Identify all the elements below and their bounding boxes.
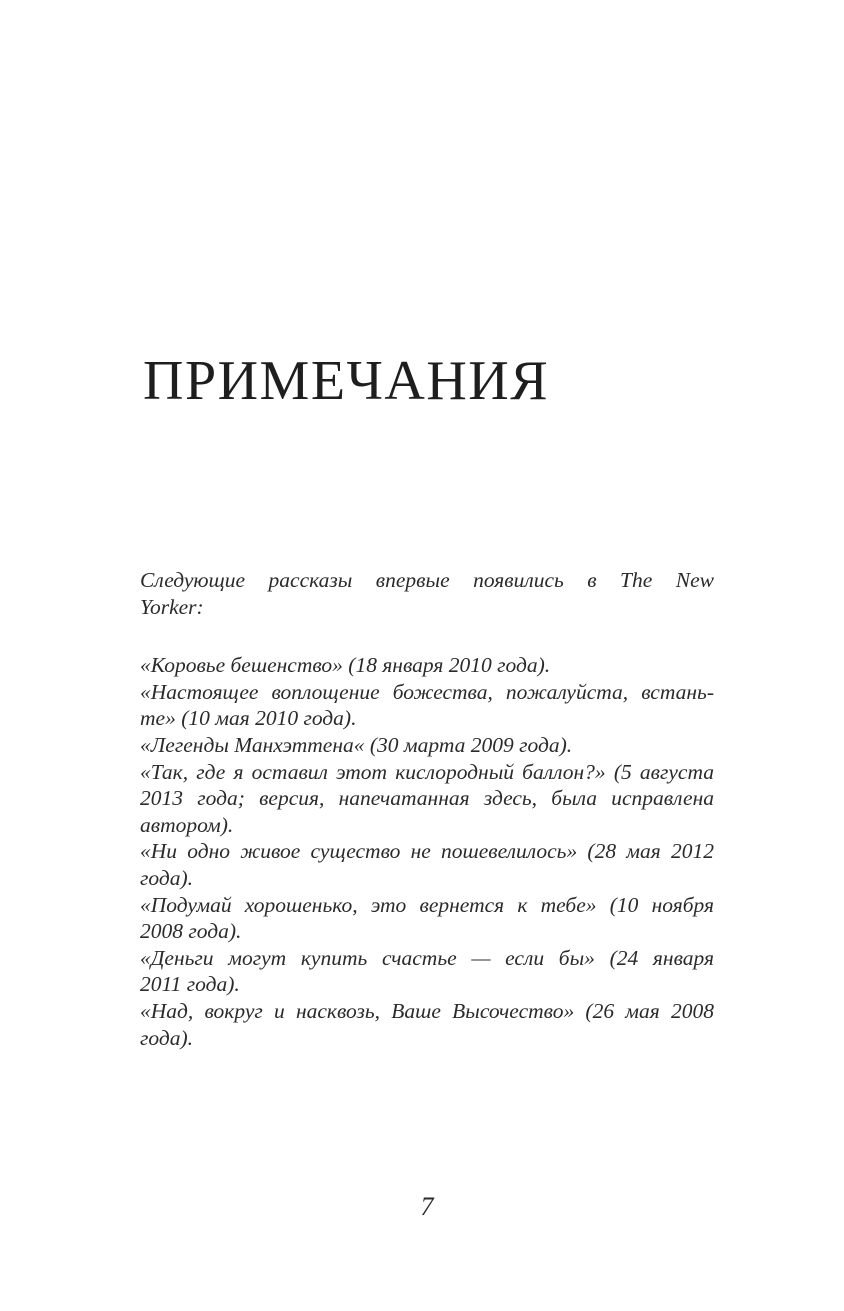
text-line: «Ни одно живое существо не пошевелилось» (28 мая 2012 xyxy=(140,839,714,864)
text-line: Следующие рассказы впервые появились в The New xyxy=(140,568,714,592)
text-line: «Коровье бешенство» (18 января 2010 года). xyxy=(140,653,551,678)
text-line: 2011 года). xyxy=(140,972,240,997)
text-line: года). xyxy=(140,865,194,890)
text-line: 2013 года; версия, напечатанная здесь, была исправлена xyxy=(140,786,714,811)
text-line: 2008 года). xyxy=(140,919,242,944)
chapter-title: ПРИМЕЧАНИЯ xyxy=(143,349,550,412)
page-number: 7 xyxy=(420,1192,434,1221)
publication-list xyxy=(140,652,714,1051)
text-line: «Подумай хорошенько, это вернется к тебе» (10 ноября xyxy=(140,892,714,917)
text-line: «Так, где я оставил этот кислородный баллон?» (5 августа xyxy=(140,759,714,784)
intro-paragraph xyxy=(140,567,714,620)
text-line: «Настоящее воплощение божества, пожалуйста, встань- xyxy=(140,679,714,704)
text-line: года). xyxy=(140,1025,194,1050)
text-line: «Над, вокруг и насквозь, Ваше Высочество» (26 мая 2008 xyxy=(140,998,714,1023)
paragraph-gap xyxy=(140,620,714,652)
text-line: Yorker: xyxy=(140,594,204,619)
text-line: автором). xyxy=(140,812,234,837)
text-line: «Деньги могут купить счастье — если бы» (24 января xyxy=(140,945,714,970)
text-line: «Легенды Манхэттена« (30 марта 2009 года). xyxy=(140,732,573,757)
text-line: те» (10 мая 2010 года). xyxy=(140,706,357,731)
body-text xyxy=(140,567,714,1051)
